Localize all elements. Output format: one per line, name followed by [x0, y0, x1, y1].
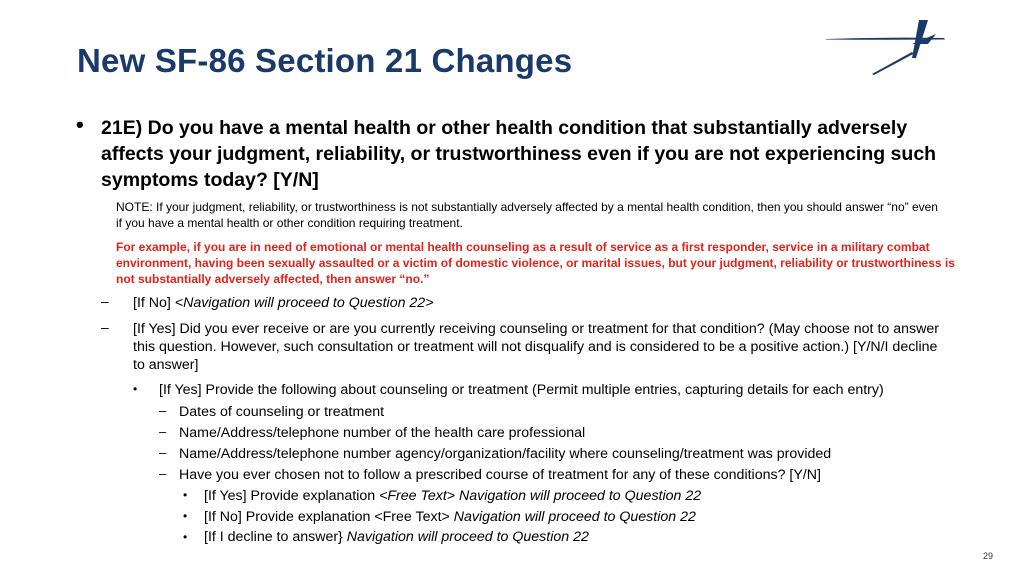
if-no-navigation: <Navigation will proceed to Question 22>: [174, 295, 434, 311]
provide-item: [If Yes] Provide the following about counseling or treatment (Permit multiple entries, capturing details for each entry): [159, 382, 884, 398]
if-no-item: [133, 294, 953, 312]
detail-item: Dates of counseling or treatment: [179, 404, 385, 420]
sub-item: [204, 528, 964, 546]
dash-marker: –: [101, 293, 109, 309]
dash-marker: –: [159, 403, 167, 418]
detail-item: Have you ever chosen not to follow a prescribed course of treatment for any of these conditions? [Y/N]: [179, 467, 821, 483]
sub-item: [204, 508, 964, 526]
dash-marker: –: [159, 424, 167, 439]
dash-marker: –: [101, 319, 109, 335]
page-number: 29: [983, 551, 994, 561]
dot-marker: •: [183, 509, 188, 523]
question-21e: 21E) Do you have a mental health or other health condition that substantially adversely affects your judgment, reliability, or trustworthiness even if you are not experiencing such symptoms today? [Y/N]: [101, 117, 937, 191]
slide-title: New SF-86 Section 21 Changes: [77, 42, 573, 79]
sub-item-navigation: Navigation will proceed to Question 22: [453, 509, 696, 525]
sub-item-navigation: <Free Text> Navigation will proceed to Question 22: [379, 488, 702, 504]
sub-item: [204, 487, 964, 505]
sub-item-text: [If I decline to answer}: [204, 529, 347, 545]
question-example: For example, if you are in need of emotional or mental health counseling as a result of service as a first responder, service in a military combat environment, having been sexually assaulted or a victim of domestic violence, or marital issues, but your judgment, reliability or trustworthiness is not substantially adversely affected, then answer “no.”: [116, 240, 955, 286]
question-note: NOTE: If your judgment, reliability, or trustworthiness is not substantially adversely affected by a mental health condition, then you should answer “no” even if you have a mental health or other condition requiring treatment.: [116, 200, 938, 230]
if-yes-item: [If Yes] Did you ever receive or are you currently receiving counseling or treatment for that condition? (May choose not to answer this question. However, such consultation or treatment will not disqualify and is considered to be a positive action.) [Y/N/I decline to answer]: [133, 321, 939, 373]
detail-item: Name/Address/telephone number of the health care professional: [179, 425, 586, 441]
dash-marker: –: [159, 445, 167, 460]
dot-marker: •: [133, 382, 138, 396]
dot-marker: •: [183, 530, 188, 544]
dash-marker: –: [159, 466, 167, 481]
bullet-marker: •: [76, 112, 84, 137]
detail-item: Name/Address/telephone number agency/organization/facility where counseling/treatment was provided: [179, 446, 832, 462]
dot-marker: •: [183, 488, 188, 502]
star-logo-icon: [824, 18, 948, 76]
sub-item-text: [If Yes] Provide explanation: [204, 488, 380, 504]
if-no-prefix: [If No]: [133, 295, 175, 311]
sub-item-navigation: Navigation will proceed to Question 22: [346, 529, 589, 545]
sub-item-text: [If No] Provide explanation <Free Text>: [204, 509, 454, 525]
